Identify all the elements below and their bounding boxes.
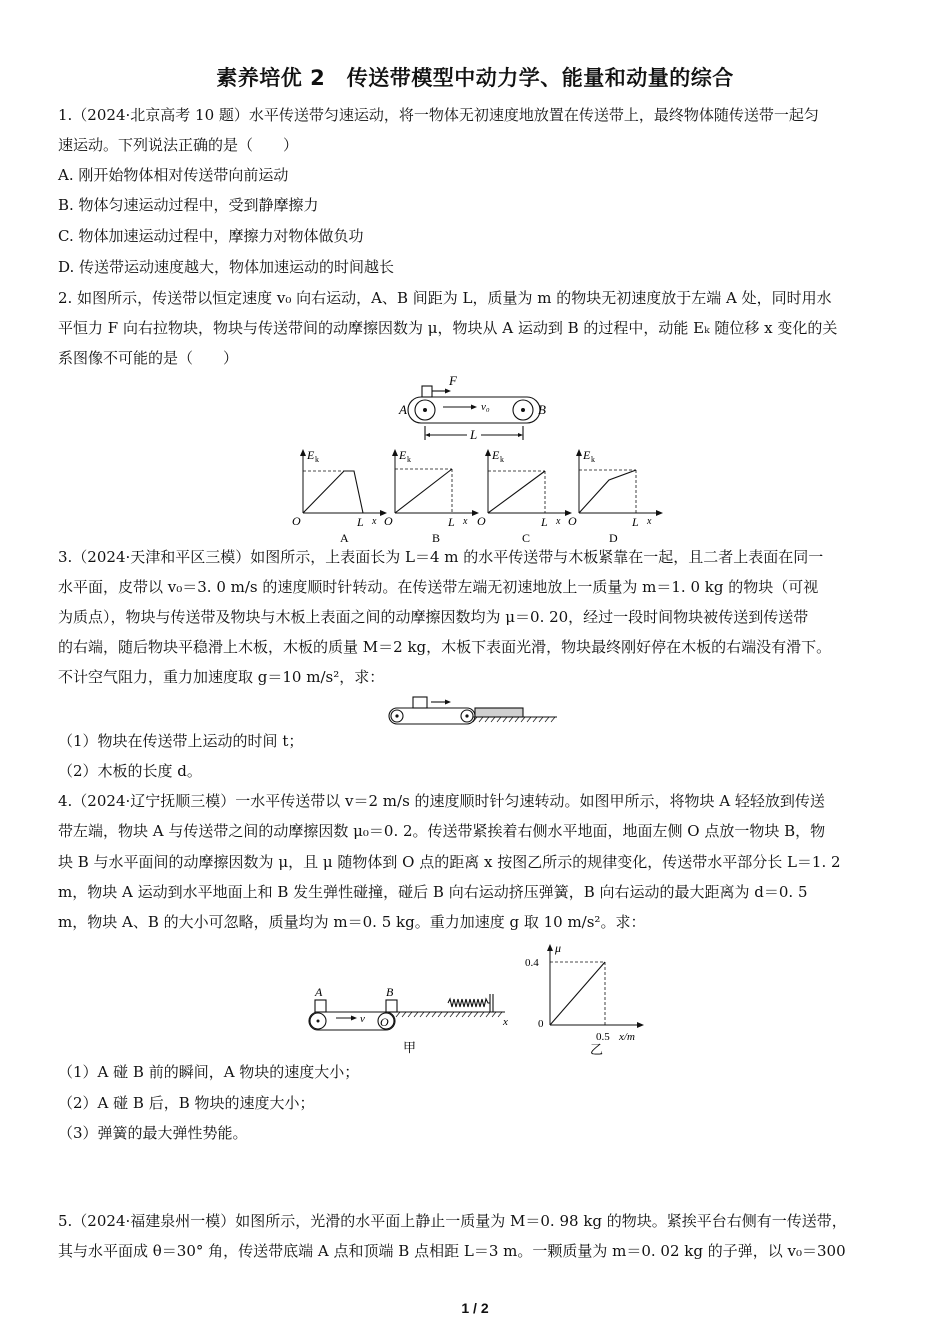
q2-stem-line3: 系图像不可能的是（ ） [58,349,239,367]
svg-text:L: L [357,515,364,529]
q2-belt-diagram [395,372,565,444]
q1-option-a: A. 刚开始物体相对传送带向前运动 [58,166,289,184]
svg-text:E: E [492,448,500,462]
graph-a-label: A [340,531,349,542]
q2-stem-line2: 平恒力 F 向右拉物块，物块与传送带间的动摩擦因数为 μ，物块从 A 运动到 B 的过程中，动能 Eₖ 随位移 x 变化的关 [58,319,838,337]
svg-text:k: k [500,455,504,464]
svg-text:x: x [556,516,561,527]
q5-stem-line2: 其与水平面成 θ＝30° 角，传送带底端 A 点和顶端 B 点相距 L＝3 m。一颗质量为 m＝0. 02 kg 的子弹，以 v₀＝300 [58,1242,846,1260]
svg-text:x: x [647,516,652,527]
q3-stem-line2: 水平面，皮带以 v₀＝3. 0 m/s 的速度顺时针转动。在传送带左端无初速地放上一质量为 m＝1. 0 kg 的物块（可视 [58,578,819,596]
q4-sub2: （2）A 碰 B 后，B 物块的速度大小； [58,1094,315,1112]
q1-option-d: D. 传送带运动速度越大，物体加速运动的时间越长 [58,258,395,276]
q4-label-v: v [360,1013,365,1025]
svg-text:O: O [384,514,393,528]
svg-text:x: x [372,516,377,527]
q4-stem-line2: 带左端，物块 A 与传送带之间的动摩擦因数 μ₀＝0. 2。传送带紧挨着右侧水平地面，地面左侧 O 点放一物块 B，物 [58,822,826,840]
svg-text:L: L [541,515,548,529]
svg-text:O: O [568,514,577,528]
q4-stem-line3: 块 B 与水平面间的动摩擦因数为 μ，且 μ 随物体到 O 点的距离 x 按图乙所示的规律变化，传送带水平部分长 L＝1. 2 [58,853,841,871]
q4-stem-line5: m，物块 A、B 的大小可忽略，质量均为 m＝0. 5 kg。重力加速度 g 取 10 m/s²。求： [58,913,646,931]
svg-text:L: L [448,515,455,529]
q4-origin: 0 [538,1018,544,1030]
q3-stem-line5: 不计空气阻力，重力加速度取 g＝10 m/s²，求： [58,668,385,686]
q1-option-c: C. 物体加速运动过程中，摩擦力对物体做负功 [58,227,364,245]
q3-stem-line1: 3.（2024·天津和平区三模）如图所示，上表面长为 L＝4 m 的水平传送带与木板紧靠在一起，且二者上表面在同一 [58,548,824,566]
q3-sub1: （1）物块在传送带上运动的时间 t； [58,732,304,750]
svg-text:x: x [463,516,468,527]
graph-c-label: C [522,531,531,542]
q2-stem-line1: 2. 如图所示，传送带以恒定速度 v₀ 向右运动，A、B 间距为 L，质量为 m 的物块无初速度放于左端 A 处，同时用水 [58,289,832,307]
q5-stem-line1: 5.（2024·福建泉州一模）如图所示，光滑的水平面上静止一质量为 M＝0. 98 kg 的物块。紧挨平台右侧有一传送带， [58,1212,847,1230]
svg-text:k: k [315,455,319,464]
graph-d-label: D [609,531,618,542]
q4-figure-yi [520,940,660,1060]
svg-text:O: O [292,514,301,528]
graph-d [568,448,663,542]
q4-stem-line1: 4.（2024·辽宁抚顺三模）一水平传送带以 v＝2 m/s 的速度顺时针匀速转动。如图甲所示，将物块 A 轻轻放到传送 [58,792,825,810]
label-force: F [449,373,457,388]
svg-text:k: k [407,455,411,464]
label-b: B [538,402,546,417]
q3-stem-line4: 的右端，随后物块平稳滑上木板，木板的质量 M＝2 kg，木板下表面光滑，物块最终刚好停在木板的右端没有滑下。 [58,638,832,656]
q4-sub1: （1）A 碰 B 前的瞬间，A 物块的速度大小； [58,1063,360,1081]
q3-sub2: （2）木板的长度 d。 [58,762,202,780]
q4-y-tick: 0.4 [525,957,539,969]
q4-x-label: x/m [619,1031,635,1043]
q1-stem-line2: 速运动。下列说法正确的是（ ） [58,136,299,154]
graph-b [384,448,479,542]
q4-label-o: O [380,1015,389,1029]
q4-stem-line4: m，物块 A 运动到水平地面上和 B 发生弹性碰撞，碰后 B 向右运动挤压弹簧，B 向右运动的最大距离为 d＝0. 5 [58,883,808,901]
svg-text:E: E [583,448,591,462]
graph-b-label: B [432,531,441,542]
q4-label-x: x [503,1016,508,1028]
q4-label-a: A [315,985,323,999]
svg-text:E: E [399,448,407,462]
q4-sub3: （3）弹簧的最大弹性势能。 [58,1124,248,1142]
label-a: A [399,402,407,417]
page-title: 素养培优 2 传送带模型中动力学、能量和动量的综合 [216,66,734,90]
q4-mu-label: μ [555,941,562,955]
svg-text:k: k [591,455,595,464]
svg-text:O: O [477,514,486,528]
graph-a [292,448,387,542]
q4-x-tick: 0.5 [596,1031,610,1043]
q1-option-b: B. 物体匀速运动过程中，受到静摩擦力 [58,196,319,214]
graph-c [477,448,572,542]
q3-belt-board-diagram [385,694,565,728]
q4-label-b: B [386,985,394,999]
svg-text:L: L [632,515,639,529]
q4-caption-jia: 甲 [403,1040,417,1055]
svg-text:E: E [307,448,315,462]
page-number: 1 / 2 [461,1300,489,1316]
q2-ek-graphs [285,442,665,542]
label-v0: v₀ [481,401,490,413]
label-length: L [470,427,478,442]
q3-stem-line3: 为质点），物块与传送带及物块与木板上表面之间的动摩擦因数均为 μ＝0. 20，经过一段时间物块被传送到传送带 [58,608,809,626]
q4-caption-yi: 乙 [590,1042,604,1057]
q1-stem-line1: 1.（2024·北京高考 10 题）水平传送带匀速运动，将一物体无初速度地放置在传送带上，最终物体随传送带一起匀 [58,106,819,124]
q4-figure-jia [300,980,525,1060]
